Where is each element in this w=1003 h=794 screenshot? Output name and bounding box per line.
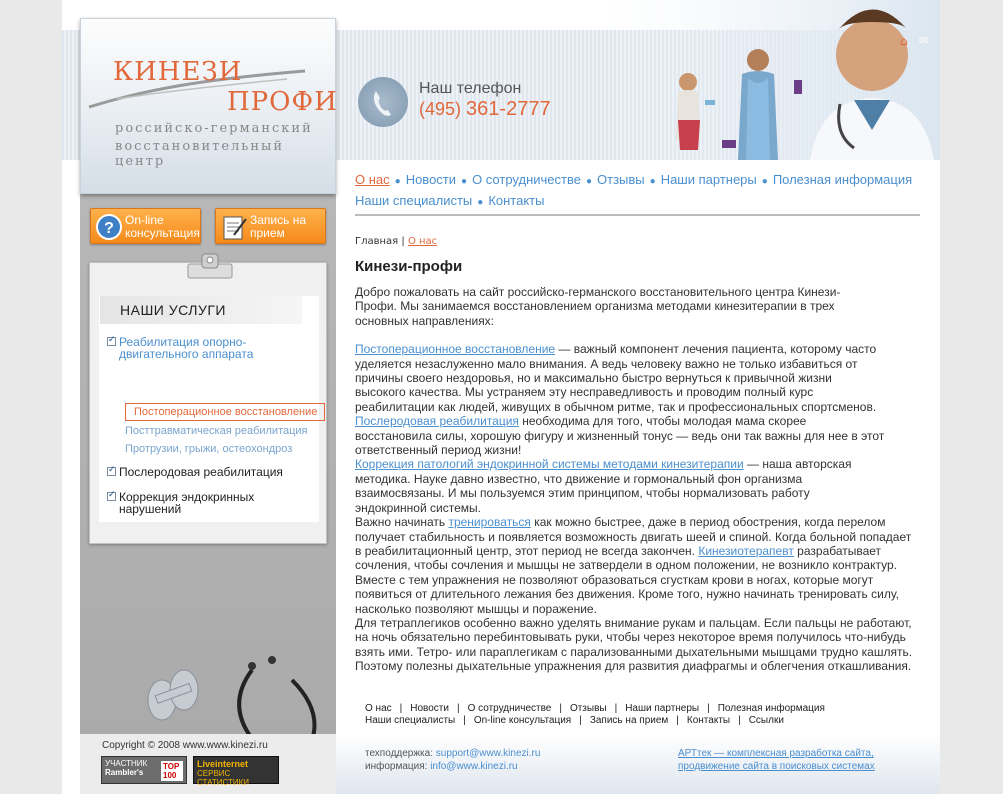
training-link[interactable]: тренироваться (448, 515, 531, 530)
page-title: Кинези-профи (355, 258, 463, 275)
support-info: техподдержка: support@www.kinezi.ru информация: info@www.kinezi.ru (365, 748, 541, 772)
main-content (355, 285, 915, 674)
footer-link[interactable]: Новости (410, 703, 449, 714)
services-title: НАШИ УСЛУГИ (100, 296, 302, 324)
phone-number (419, 98, 551, 121)
service-subitem[interactable]: Посттравматическая реабилитация (125, 425, 308, 437)
logo-line2: ПРОФИ (227, 87, 338, 117)
services-checkbox-icon (107, 492, 116, 501)
notepad-icon (220, 213, 248, 241)
breadcrumb (355, 236, 437, 247)
services-checkbox-icon (107, 467, 116, 476)
clipboard-clip-icon (184, 250, 236, 282)
nav-separator: ● (761, 176, 768, 187)
footer-link[interactable]: On-line консультация (473, 715, 572, 726)
page (62, 0, 940, 794)
endocrine-link[interactable]: Коррекция патологий эндокринной системы методами кинезитерапии (355, 457, 744, 472)
liveinternet-badge[interactable]: Liveinternet СЕРВИС СТАТИСТИКИ (193, 756, 279, 784)
services-checkbox-icon (107, 337, 116, 346)
question-icon (95, 213, 123, 241)
main-nav (355, 170, 921, 212)
copyright: Copyright © 2008 www.www.kinezi.ru (102, 740, 268, 751)
service-subitem-active[interactable]: Постоперационное восстановление (125, 403, 325, 421)
service-subitem[interactable]: Протрузии, грыжи, остеохондроз (125, 443, 293, 455)
appointment-label: Запись на прием (250, 213, 307, 240)
postpartum-link[interactable]: Послеродовая реабилитация (355, 414, 519, 429)
header-people-image (602, 0, 940, 160)
footer-link[interactable]: Запись на прием (589, 715, 669, 726)
footer-link[interactable]: Наши специалисты (365, 715, 456, 726)
breadcrumb-separator: | (401, 236, 405, 247)
nav-item-about[interactable]: О нас (355, 172, 390, 187)
content-paragraph: Послеродовая реабилитация необходима для того, чтобы молодая мама скорее восстановила силы, хорошую фигуру и жизненный тонус — ведь они так важны для нее в этот ответственный период жизни! (355, 414, 885, 458)
appointment-button[interactable] (215, 208, 326, 244)
info-email-link[interactable]: info@www.kinezi.ru (430, 761, 518, 772)
online-consultation-button[interactable] (90, 208, 201, 244)
logo-subtitle-1: российско-германский (115, 121, 313, 136)
footer-link[interactable]: О нас (365, 703, 392, 714)
service-item[interactable]: Коррекция эндокринных нарушений (119, 490, 255, 516)
services-list (99, 296, 319, 522)
nav-divider (355, 214, 920, 216)
nav-item-specialists[interactable]: Наши специалисты (355, 193, 473, 208)
service-item[interactable]: Реабилитация опорно-двигательного аппарата (119, 335, 254, 361)
services-panel (89, 262, 327, 544)
kinesiotherapist-link[interactable]: Кинезиотерапевт (698, 543, 794, 558)
rambler-top100-badge[interactable]: УЧАСТНИК Rambler's TOP 100 (101, 756, 187, 784)
nav-separator: ● (477, 197, 484, 208)
content-paragraph: Для тетраплегиков особенно важно уделять внимание рукам и пальцам. Если пальцы не работают, на ночь обязательно перебинтовывать руки, чтобы через некоторое время получилось что-нибудь взять ими. Тетро- или параплегикам с парализованными дыхательными мышцами трудно кашлять. Поэтому полезны дыхательные упражнения для развития диафрагмы и облегчения откашливания. (355, 615, 913, 674)
postoperative-link[interactable]: Постоперационное восстановление (355, 342, 556, 357)
phone-icon (358, 77, 408, 127)
nav-item-partners[interactable]: Наши партнеры (660, 172, 757, 187)
footer-link[interactable]: Контакты (686, 715, 731, 726)
service-item[interactable]: Послеродовая реабилитация (119, 465, 283, 479)
footer-nav: О нас | Новости | О сотрудничестве | Отзывы | Наши партнеры | Полезная информация Наши специалисты | On-line консультация | Запись на прием | Контакты | Ссылки (365, 703, 825, 726)
logo-subtitle-2: восстановительный центр (115, 139, 285, 169)
arttek-link[interactable]: АРТтек — комплексная разработка сайта, продвижение сайта в поисковых системах (678, 748, 875, 772)
phone-digits: 361-2777 (466, 98, 551, 120)
content-paragraph: Важно начинать тренироваться как можно быстрее, даже в период обострения, когда перелом получает стабильность и появляется возможность двигать шеей и спиной. Когда больной попадает в реабилитационный центр, этот период не всегда закончен. Кинезиотерапевт разрабатывает сочления, чтобы сочления и мышцы не затвердели в одном положении, не возникло контрактур. Вместе с тем упражнения не позволяют образоваться сгусткам крови в ногах, которые могут появиться от длительного лежания без движения. Кроме того, нужно начинать тренировать силу, насколько позволяют мышцы и поражение. (355, 515, 912, 616)
svg-text:?: ? (104, 220, 114, 237)
content-paragraph: Коррекция патологий эндокринной системы методами кинезитерапии — наша авторская методика. Науке давно известно, что движение и гормональный фон организма взаимосвязаны. И мы пользуемся этим принципом, чтобы нормализовать работу эндокринной системы. (355, 457, 852, 515)
breadcrumb-current[interactable]: О нас (407, 236, 438, 247)
footer-link[interactable]: О сотрудничестве (467, 703, 552, 714)
nav-separator: ● (461, 176, 468, 187)
phone-code: (495) (419, 99, 462, 119)
nav-item-reviews[interactable]: Отзывы (597, 172, 645, 187)
content-paragraph: Постоперационное восстановление — важный компонент лечения пациента, которому часто уделяется незаслуженно мало внимания. А ведь человеку важно не только избавиться от причины своего нездоровья, но и максимально быстро вернуться к привычной жизни высокого качества. Мы устраняем эту несправедливость и проводим полный курс реабилитации как людей, живущих в обычном ритме, так и профессиональных спортсменов. (355, 342, 877, 414)
footer-link[interactable]: Ссылки (748, 715, 784, 726)
home-icon[interactable]: ⌂ (900, 34, 908, 48)
phone-label: Наш телефон (419, 80, 522, 97)
nav-separator: ● (585, 176, 593, 187)
support-email-link[interactable]: support@www.kinezi.ru (435, 748, 541, 759)
logo[interactable] (80, 18, 336, 194)
footer-link[interactable]: Отзывы (569, 703, 607, 714)
footer-link[interactable]: Полезная информация (717, 703, 825, 714)
logo-line1: КИНЕЗИ (113, 57, 243, 87)
nav-item-cooperation[interactable]: О сотрудничестве (472, 172, 581, 187)
mail-icon[interactable]: ✉ (919, 34, 929, 47)
nav-item-news[interactable]: Новости (405, 172, 457, 187)
online-consultation-label: On-line консультация (125, 213, 200, 240)
intro-paragraph: Добро пожаловать на сайт российско-германского восстановительного центра Кинези-Профи. Мы занимаемся восстановлением организма методами кинезитерапии в трех основных направлениях: (355, 285, 841, 328)
nav-item-contacts[interactable]: Контакты (488, 193, 545, 208)
nav-separator: ● (394, 176, 401, 187)
nav-item-useful-info[interactable]: Полезная информация (772, 172, 913, 187)
footer-link[interactable]: Наши партнеры (625, 703, 700, 714)
breadcrumb-home[interactable]: Главная (355, 236, 399, 247)
nav-separator: ● (649, 176, 656, 187)
